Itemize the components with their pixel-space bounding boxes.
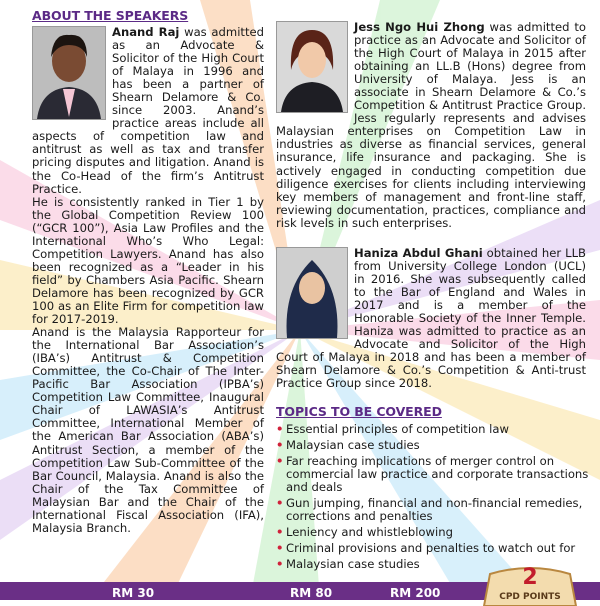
haniza-bio: obtained her LLB from University College London (UCL) in 2016. She was subsequently called to the Bar of England and Wales in 2017 and is a member of the Honorable Society of the Inner Temple. Haniza was admitted to practice as an Advocate and Solicitor of the High Court of Malaya in 2018 and has been a member of Shearn Delamore & Co.’s Competition & Anti-trust Practice Group since 2018. [276,246,586,391]
anand-bio-p2: He is consistently ranked in Tier 1 by the Global Competition Review 100 (“GCR 100”), Asia Law Profiles and the International Who’s Who Legal: Competition Lawyers. Anand has also been recognized as a “Leader in his field” by Chambers Asia Pacific. Shearn Delamore has been recognized by GCR 100 as an Elite Firm for competition law for 2017-2019. [32,194,264,327]
jess-name: Jess Ngo Hui Zhong [354,20,485,34]
haniza-name: Haniza Abdul Ghani [354,246,483,260]
speaker-jess [276,21,586,230]
price-2: RM 80 [290,586,333,600]
topic-item: • Far reaching implications of merger control on commercial law practice and corporate transactions and deals [276,455,594,494]
cpd-points-value: 2 [522,565,538,590]
topic-item: • Criminal provisions and penalties to watch out for [276,542,594,555]
speaker-anand [32,26,264,535]
speaker-haniza [276,247,586,391]
topics-heading: TOPICS TO BE COVERED [276,404,442,419]
price-3: RM 200 [390,586,441,600]
anand-name: Anand Raj [112,25,180,39]
topic-item: • Gun jumping, financial and non-financial remedies, corrections and penalties [276,497,594,523]
anand-bio-intro: was admitted as an Advocate & Solicitor of the High Court of Malaya in 1996 and has been a partner of Shearn Delamore & Co. since 2003. Anand’s practice areas include all aspects of competition law and antitrust as well as tax and transfer pricing disputes and litigation. Anand is the Co-Head of the firm’s Antitrust Practice. [32,25,264,196]
jess-bio: was admitted to practice as an Advocate and Solicitor of the High Court of Malaya in 2015 after obtaining an LL.B (Hons) degree from University of Malaya. Jess is an associate in Shearn Delamore & Co.’s Competition & Antitrust Practice Group. Jess regularly represents and advises Malaysian enterprises on Competition Law in industries as diverse as financial services, general insurance, life insurance and packaging. She is actively engaged in conducting competition due diligence exercises for clients including interviewing key members of management and front-line staff, reviewing documentation, practices, compliance and risk levels in such enterprises. [276,20,586,230]
haniza-photo [276,247,348,339]
speakers-heading: ABOUT THE SPEAKERS [32,8,189,23]
price-1: RM 30 [112,586,155,600]
topic-item: • Malaysian case studies [276,439,594,452]
topic-item: • Essential principles of competition law [276,423,594,436]
topic-item: • Malaysian case studies [276,558,594,571]
topic-item: • Leniency and whistleblowing [276,526,594,539]
jess-photo [276,21,348,113]
anand-photo [32,26,106,120]
anand-bio-p3: Anand is the Malaysia Rapporteur for the International Bar Association’s (IBA’s) Antitrust & Competition Committee, the Co-Chair of The Inter-Pacific Bar Association (IPBA’s) Competition Law Committee, Inaugural Chair of LAWASIA’s Antitrust Committee, International Member of the American Bar Association (ABA’s) Antitrust Section, a member of the Competition Law Sub-Committee of the Bar Council, Malaysia. Anand is also the Chair of the Tax Committee of Malaysian Bar and the Chair of the International Fiscal Association (IFA), Malaysia Branch. [32,325,264,535]
cpd-points-label: CPD POINTS [499,592,561,602]
topics-list [276,423,594,574]
